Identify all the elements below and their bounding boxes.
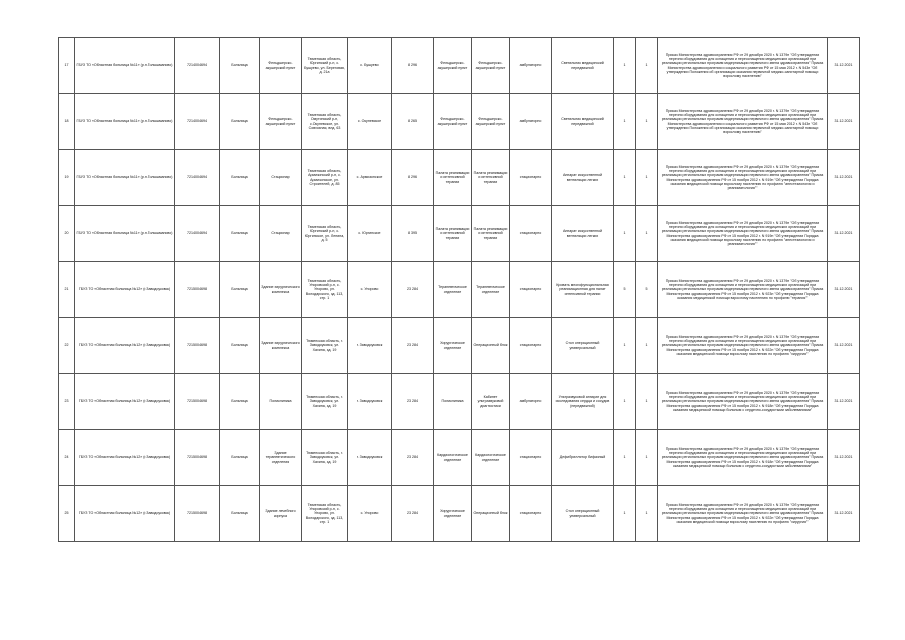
table-row bbox=[59, 262, 860, 318]
cell-q1: 1 bbox=[614, 318, 636, 374]
cell-room: Терапевтическое отделение bbox=[472, 262, 510, 318]
table-row bbox=[59, 150, 860, 206]
cell-n: 22 bbox=[59, 318, 75, 374]
cell-pop: 8 265 bbox=[392, 94, 434, 150]
cell-care: стационарно bbox=[510, 262, 552, 318]
cell-locality: с. Бушуево bbox=[348, 38, 392, 94]
cell-unit: Стационар bbox=[260, 150, 302, 206]
cell-n: 25 bbox=[59, 486, 75, 542]
cell-ref bbox=[658, 94, 828, 150]
cell-q1: 1 bbox=[614, 150, 636, 206]
cell-date: 31.12.2021 bbox=[828, 262, 860, 318]
cell-q1: 1 bbox=[614, 206, 636, 262]
cell-pop: 23 284 bbox=[392, 318, 434, 374]
cell-locality: с. Упорово bbox=[348, 486, 392, 542]
cell-code: 7215004698 bbox=[175, 430, 220, 486]
cell-unit: Фельдшерско-акушерский пункт bbox=[260, 94, 302, 150]
cell-care: амбулаторно bbox=[510, 38, 552, 94]
cell-type: Больница bbox=[220, 262, 260, 318]
cell-org: ГБУЗ ТО «Областная больница №12» (г.Заводоуковск) bbox=[75, 318, 175, 374]
cell-pop: 23 284 bbox=[392, 374, 434, 430]
cell-q2: 1 bbox=[636, 94, 658, 150]
cell-type: Больница bbox=[220, 38, 260, 94]
cell-q2: 5 bbox=[636, 262, 658, 318]
equipment-table bbox=[58, 37, 860, 542]
cell-q1: 1 bbox=[614, 38, 636, 94]
cell-code: 7215004698 bbox=[175, 486, 220, 542]
cell-unit: Фельдшерско-акушерский пункт bbox=[260, 38, 302, 94]
table-row bbox=[59, 486, 860, 542]
cell-dept: Терапевтическое отделение bbox=[434, 262, 472, 318]
cell-equipment: Стол операционный универсальный bbox=[552, 318, 614, 374]
cell-care: стационарно bbox=[510, 486, 552, 542]
cell-unit: Здание лечебного корпуса bbox=[260, 486, 302, 542]
cell-care: амбулаторно bbox=[510, 94, 552, 150]
cell-date: 31.12.2021 bbox=[828, 486, 860, 542]
cell-type: Больница bbox=[220, 150, 260, 206]
cell-date: 31.12.2021 bbox=[828, 206, 860, 262]
cell-ref bbox=[658, 486, 828, 542]
cell-date: 31.12.2021 bbox=[828, 150, 860, 206]
cell-dept: Фельдшерско-акушерский пункт bbox=[434, 38, 472, 94]
cell-care: стационарно bbox=[510, 318, 552, 374]
cell-org: ГБУЗ ТО «Областная больница №12» (г.Заводоуковск) bbox=[75, 486, 175, 542]
cell-pop: 8 296 bbox=[392, 38, 434, 94]
cell-n: 18 bbox=[59, 94, 75, 150]
cell-address: Тюменская область, г. Заводоуковск, ул. Хахина, зд. 19 bbox=[302, 430, 348, 486]
table-row bbox=[59, 374, 860, 430]
cell-locality: с. Армизонское bbox=[348, 150, 392, 206]
table-row bbox=[59, 318, 860, 374]
cell-q2: 1 bbox=[636, 318, 658, 374]
cell-ref-text: Приказ Министерства здравоохранения РФ от 29 декабря 2020 г. N 1379н "Об утверждении перечня оборудования для оснащения и переоснащения медицинских организаций при реализации региональных программ модернизации первичного звена здравоохранения" Приказ Министерства здравоохранения РФ от 15 ноября 2012 г. N 918н "Об утверждении Порядка оказания медицинской помощи больным с сердечно-сосудистыми заболеваниями" bbox=[661, 390, 824, 412]
cell-q2: 1 bbox=[636, 206, 658, 262]
cell-pop: 8 296 bbox=[392, 150, 434, 206]
cell-address: Тюменская область, Упоровский р-н, с. Упорово, ул. Володарского, зд. 113, стр. 1 bbox=[302, 262, 348, 318]
cell-ref bbox=[658, 206, 828, 262]
cell-n: 24 bbox=[59, 430, 75, 486]
cell-org: ГБУЗ ТО «Областная больница №11» (р.п.Голышманово) bbox=[75, 38, 175, 94]
cell-locality: г. Заводоуковск bbox=[348, 374, 392, 430]
cell-ref bbox=[658, 150, 828, 206]
cell-pop: 23 284 bbox=[392, 430, 434, 486]
cell-room: Фельдшерско-акушерский пункт bbox=[472, 94, 510, 150]
cell-locality: с. Упорово bbox=[348, 262, 392, 318]
cell-code: 7215004698 bbox=[175, 374, 220, 430]
cell-room: Фельдшерско-акушерский пункт bbox=[472, 38, 510, 94]
cell-equipment: Кровать многофункциональная реанимационная для палат интенсивной терапии bbox=[552, 262, 614, 318]
cell-care: стационарно bbox=[510, 150, 552, 206]
cell-q1: 1 bbox=[614, 374, 636, 430]
cell-org: ГБУЗ ТО «Областная больница №12» (г.Заводоуковск) bbox=[75, 262, 175, 318]
cell-unit: Здание хирургического комплекса bbox=[260, 262, 302, 318]
table-row bbox=[59, 206, 860, 262]
cell-room: Кардиологическое отделение bbox=[472, 430, 510, 486]
cell-q2: 1 bbox=[636, 150, 658, 206]
cell-ref-text: Приказ Министерства здравоохранения РФ от 29 декабря 2020 г. N 1379н "Об утверждении перечня оборудования для оснащения и переоснащения медицинских организаций при реализации региональных программ модернизации первичного звена здравоохранения" Приказ Министерства здравоохранения РФ от 15 ноября 2012 г. N 919н "Об утверждении Порядка оказания медицинской помощи взрослому населению по профилю "анестезиология и реаниматология"" bbox=[661, 220, 824, 247]
cell-date: 31.12.2021 bbox=[828, 430, 860, 486]
cell-care: амбулаторно bbox=[510, 374, 552, 430]
cell-n: 17 bbox=[59, 38, 75, 94]
cell-n: 23 bbox=[59, 374, 75, 430]
cell-room: Палата реанимации и интенсивной терапии bbox=[472, 150, 510, 206]
cell-equipment: Аппарат искусственной вентиляции легких bbox=[552, 206, 614, 262]
cell-dept: Фельдшерско-акушерский пункт bbox=[434, 94, 472, 150]
cell-address: Тюменская область, г. Заводоуковск, ул. Хахина, зд. 19 bbox=[302, 374, 348, 430]
cell-dept: Палата реанимации и интенсивной терапии bbox=[434, 206, 472, 262]
cell-q2: 1 bbox=[636, 38, 658, 94]
cell-address: Тюменская область, Юргинский р-н, с. Бушуево, ул. Береговая, д. 21а bbox=[302, 38, 348, 94]
cell-unit: Стационар bbox=[260, 206, 302, 262]
cell-room: Палата реанимации и интенсивной терапии bbox=[472, 206, 510, 262]
cell-type: Больница bbox=[220, 486, 260, 542]
cell-org: ГБУЗ ТО «Областная больница №12» (г.Заводоуковск) bbox=[75, 430, 175, 486]
cell-dept: Поликлиника bbox=[434, 374, 472, 430]
cell-dept: Хирургическое отделение bbox=[434, 318, 472, 374]
cell-type: Больница bbox=[220, 206, 260, 262]
cell-equipment: Светильник медицинский передвижной bbox=[552, 38, 614, 94]
cell-room: Кабинет ультразвуковой диагностики bbox=[472, 374, 510, 430]
cell-unit: Здание хирургического комплекса bbox=[260, 318, 302, 374]
cell-org: ГБУЗ ТО «Областная больница №11» (р.п.Голышманово) bbox=[75, 206, 175, 262]
cell-q2: 1 bbox=[636, 430, 658, 486]
cell-code: 7214004694 bbox=[175, 94, 220, 150]
cell-equipment: Аппарат искусственной вентиляции легких bbox=[552, 150, 614, 206]
cell-type: Больница bbox=[220, 430, 260, 486]
cell-room: Операционный блок bbox=[472, 486, 510, 542]
cell-pop: 23 284 bbox=[392, 486, 434, 542]
cell-q2: 1 bbox=[636, 374, 658, 430]
cell-q1: 1 bbox=[614, 94, 636, 150]
cell-q1: 5 bbox=[614, 262, 636, 318]
cell-ref bbox=[658, 374, 828, 430]
cell-locality: с. Юргинское bbox=[348, 206, 392, 262]
cell-org: ГБУЗ ТО «Областная больница №11» (р.п.Голышманово) bbox=[75, 94, 175, 150]
cell-code: 7214004694 bbox=[175, 150, 220, 206]
cell-code: 7215004698 bbox=[175, 318, 220, 374]
cell-room: Операционный блок bbox=[472, 318, 510, 374]
cell-ref-text: Приказ Министерства здравоохранения РФ от 29 декабря 2020 г. N 1379н "Об утверждении перечня оборудования для оснащения и переоснащения медицинских организаций при реализации региональных программ модернизации первичного звена здравоохранения" Приказ Министерства здравоохранения и социального развития РФ от 15 мая 2012 г. N 543н "Об утверждении Положения об организации оказания первичной медико-санитарной помощи взрослому населению" bbox=[661, 52, 824, 79]
cell-address: Тюменская область, Омутинский р-н, с.Окуневское, ул. Совхозная, влд. 63 bbox=[302, 94, 348, 150]
cell-ref-text: Приказ Министерства здравоохранения РФ от 29 декабря 2020 г. N 1379н "Об утверждении перечня оборудования для оснащения и переоснащения медицинских организаций при реализации региональных программ модернизации первичного звена здравоохранения" Приказ Министерства здравоохранения и социального развития РФ от 15 мая 2012 г. N 543н "Об утверждении Положения об организации оказания первичной медико-санитарной помощи взрослому населению" bbox=[661, 108, 824, 135]
cell-ref-text: Приказ Министерства здравоохранения РФ от 29 декабря 2020 г. N 1379н "Об утверждении перечня оборудования для оснащения и переоснащения медицинских организаций при реализации региональных программ модернизации первичного звена здравоохранения" Приказ Министерства здравоохранения РФ от 15 ноября 2012 г. N 919н "Об утверждении Порядка оказания медицинской помощи взрослому населению по профилю "анестезиология и реаниматология"" bbox=[661, 164, 824, 191]
equipment-table-page bbox=[58, 37, 858, 542]
cell-org: ГБУЗ ТО «Областная больница №12» (г.Заводоуковск) bbox=[75, 374, 175, 430]
cell-org: ГБУЗ ТО «Областная больница №11» (р.п.Голышманово) bbox=[75, 150, 175, 206]
cell-equipment: Дефибриллятор бифазный bbox=[552, 430, 614, 486]
cell-n: 21 bbox=[59, 262, 75, 318]
cell-ref bbox=[658, 262, 828, 318]
cell-ref bbox=[658, 318, 828, 374]
cell-code: 7214004694 bbox=[175, 206, 220, 262]
cell-equipment: Ультразвуковой аппарат для исследования сердца и сосудов (передвижной) bbox=[552, 374, 614, 430]
cell-dept: Кардиологическое отделение bbox=[434, 430, 472, 486]
cell-care: стационарно bbox=[510, 206, 552, 262]
cell-q1: 1 bbox=[614, 486, 636, 542]
cell-ref-text: Приказ Министерства здравоохранения РФ от 29 декабря 2020 г. N 1379н "Об утверждении перечня оборудования для оснащения и переоснащения медицинских организаций при реализации региональных программ модернизации первичного звена здравоохранения" Приказ Министерства здравоохранения РФ от 15 ноября 2012 г. N 922н "Об утверждении Порядка оказания медицинской помощи взрослому населению по профилю "хирургия"" bbox=[661, 502, 824, 524]
cell-n: 19 bbox=[59, 150, 75, 206]
cell-address: Тюменская область, Юргинский р-н, с. Юргинское, ул. Ленина, д. 5 bbox=[302, 206, 348, 262]
cell-type: Больница bbox=[220, 318, 260, 374]
cell-equipment: Светильник медицинский передвижной bbox=[552, 94, 614, 150]
table-row bbox=[59, 430, 860, 486]
cell-ref bbox=[658, 38, 828, 94]
cell-equipment: Стол операционный универсальный bbox=[552, 486, 614, 542]
cell-address: Тюменская область, Армизонский р-н, с. Армизонское, ул. Строителей, д. 85 bbox=[302, 150, 348, 206]
cell-pop: 23 284 bbox=[392, 262, 434, 318]
cell-locality: с. Окуневское bbox=[348, 94, 392, 150]
cell-q2: 1 bbox=[636, 486, 658, 542]
cell-dept: Палата реанимации и интенсивной терапии bbox=[434, 150, 472, 206]
cell-type: Больница bbox=[220, 374, 260, 430]
cell-dept: Хирургическое отделение bbox=[434, 486, 472, 542]
cell-locality: г. Заводоуковск bbox=[348, 318, 392, 374]
cell-n: 20 bbox=[59, 206, 75, 262]
cell-q1: 1 bbox=[614, 430, 636, 486]
cell-address: Тюменская область, г. Заводоуковск, ул. Хахина, зд. 19 bbox=[302, 318, 348, 374]
table-row bbox=[59, 94, 860, 150]
cell-ref-text: Приказ Министерства здравоохранения РФ от 29 декабря 2020 г. N 1379н "Об утверждении перечня оборудования для оснащения и переоснащения медицинских организаций при реализации региональных программ модернизации первичного звена здравоохранения" Приказ Министерства здравоохранения РФ от 15 ноября 2012 г. N 923н "Об утверждении Порядка оказания медицинской помощи взрослому населению по профилю "терапия"" bbox=[661, 278, 824, 300]
cell-code: 7214004694 bbox=[175, 38, 220, 94]
cell-ref-text: Приказ Министерства здравоохранения РФ от 29 декабря 2020 г. N 1379н "Об утверждении перечня оборудования для оснащения и переоснащения медицинских организаций при реализации региональных программ модернизации первичного звена здравоохранения" Приказ Министерства здравоохранения РФ от 15 ноября 2012 г. N 922н "Об утверждении Порядка оказания медицинской помощи взрослому населению по профилю "хирургия"" bbox=[661, 334, 824, 356]
cell-locality: г. Заводоуковск bbox=[348, 430, 392, 486]
cell-ref bbox=[658, 430, 828, 486]
cell-code: 7215004698 bbox=[175, 262, 220, 318]
table-row bbox=[59, 38, 860, 94]
cell-date: 31.12.2021 bbox=[828, 318, 860, 374]
cell-unit: Поликлиника bbox=[260, 374, 302, 430]
cell-type: Больница bbox=[220, 94, 260, 150]
cell-address: Тюменская область, Упоровский р-н, с. Упорово, ул. Володарского, зд. 113, стр. 1 bbox=[302, 486, 348, 542]
cell-unit: Здание терапевтического отделения bbox=[260, 430, 302, 486]
cell-ref-text: Приказ Министерства здравоохранения РФ от 29 декабря 2020 г. N 1379н "Об утверждении перечня оборудования для оснащения и переоснащения медицинских организаций при реализации региональных программ модернизации первичного звена здравоохранения" Приказ Министерства здравоохранения РФ от 15 ноября 2012 г. N 918н "Об утверждении Порядка оказания медицинской помощи больным с сердечно-сосудистыми заболеваниями" bbox=[661, 446, 824, 468]
cell-date: 31.12.2021 bbox=[828, 38, 860, 94]
cell-date: 31.12.2021 bbox=[828, 374, 860, 430]
cell-care: стационарно bbox=[510, 430, 552, 486]
cell-pop: 8 395 bbox=[392, 206, 434, 262]
cell-date: 31.12.2021 bbox=[828, 94, 860, 150]
